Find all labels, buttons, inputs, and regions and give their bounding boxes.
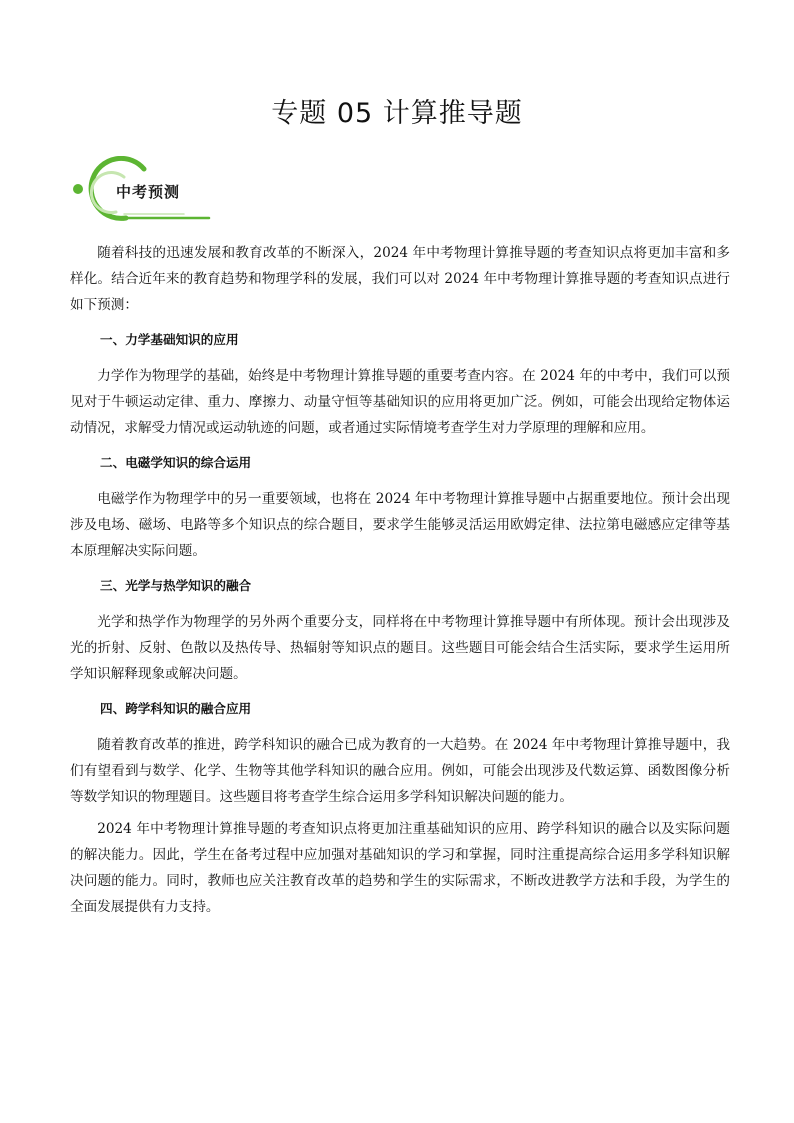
intro-paragraph: 随着科技的迅速发展和教育改革的不断深入，2024 年中考物理计算推导题的考查知识点将更加丰富和多样化。结合近年来的教育趋势和物理学科的发展，我们可以对 2024 年中考物理计算推导题的考查知识点进行如下预测： [70, 245, 730, 313]
section-body-interdisciplinary: 随着教育改革的推进，跨学科知识的融合已成为教育的一大趋势。在 2024 年中考物理计算推导题中，我们有望看到与数学、化学、生物等其他学科知识的融合应用。例如，可能会出现涉及代数运算、函数图像分析等数学知识的物理题目。这些题目将考查学生综合运用多学科知识解决问题的能力。 [70, 737, 730, 805]
document-body [70, 240, 730, 920]
section-heading-optics-thermal: 三、光学与热学知识的融合 [100, 578, 252, 593]
page-title: 专题 05 计算推导题 [271, 98, 523, 129]
section-badge [64, 156, 224, 228]
section-heading-interdisciplinary: 四、跨学科知识的融合应用 [100, 701, 252, 716]
badge-label: 中考预测 [116, 183, 181, 201]
section-heading-electromagnetism: 二、电磁学知识的综合运用 [100, 455, 252, 470]
section-heading-mechanics: 一、力学基础知识的应用 [100, 332, 239, 347]
conclusion-paragraph: 2024 年中考物理计算推导题的考查知识点将更加注重基础知识的应用、跨学科知识的融合以及实际问题的解决能力。因此，学生在备考过程中应加强对基础知识的学习和掌握，同时注重提高综合运用多学科知识解决问题的能力。同时，教师也应关注教育改革的趋势和学生的实际需求，不断改进教学方法和手段，为学生的全面发展提供有力支持。 [70, 821, 730, 915]
section-body-optics-thermal: 光学和热学作为物理学的另外两个重要分支，同样将在中考物理计算推导题中有所体现。预计会出现涉及光的折射、反射、色散以及热传导、热辐射等知识点的题目。这些题目可能会结合生活实际，要求学生运用所学知识解释现象或解决问题。 [70, 614, 730, 682]
section-body-electromagnetism: 电磁学作为物理学中的另一重要领域，也将在 2024 年中考物理计算推导题中占据重要地位。预计会出现涉及电场、磁场、电路等多个知识点的综合题目，要求学生能够灵活运用欧姆定律、法拉第电磁感应定律等基本原理解决实际问题。 [70, 491, 730, 559]
section-body-mechanics: 力学作为物理学的基础，始终是中考物理计算推导题的重要考查内容。在 2024 年的中考中，我们可以预见对于牛顿运动定律、重力、摩擦力、动量守恒等基础知识的应用将更加广泛。例如，可能会出现给定物体运动情况，求解受力情况或运动轨迹的问题，或者通过实际情境考查学生对力学原理的理解和应用。 [70, 368, 730, 436]
